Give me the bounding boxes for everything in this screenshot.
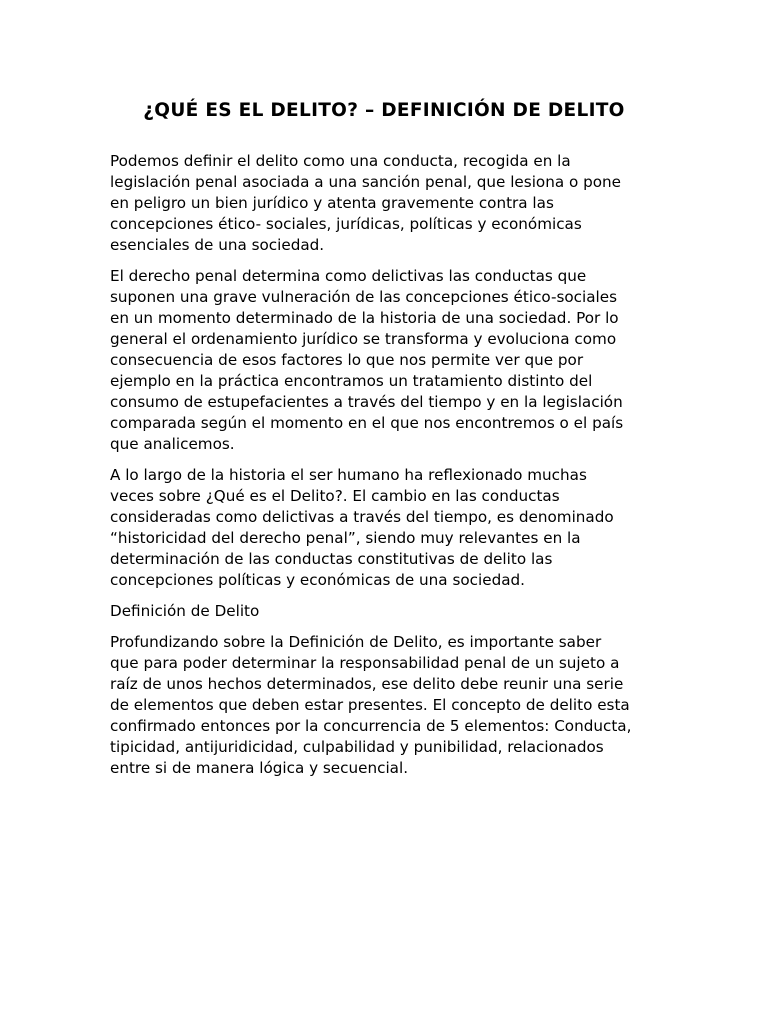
document-body (110, 151, 670, 789)
text-line: confirmado entonces por la concurrencia de 5 elementos: Conducta, (110, 717, 632, 735)
text-line: general el ordenamiento jurídico se transforma y evoluciona como (110, 330, 617, 348)
paragraph-derecho-penal (110, 266, 670, 455)
text-line: determinación de las conductas constitutivas de delito las (110, 550, 553, 568)
text-line: de elementos que deben estar presentes. El concepto de delito esta (110, 696, 630, 714)
text-line: que para poder determinar la responsabilidad penal de un sujeto a (110, 654, 620, 672)
text-line: El derecho penal determina como delictivas las conductas que (110, 267, 587, 285)
text-line: Profundizando sobre la Definición de Delito, es importante saber (110, 633, 602, 651)
text-line: legislación penal asociada a una sanción penal, que lesiona o pone (110, 173, 621, 191)
text-line: concepciones ético- sociales, jurídicas, políticas y económicas (110, 215, 582, 233)
text-line: suponen una grave vulneración de las concepciones ético-sociales (110, 288, 618, 306)
section-heading-definicion (110, 601, 670, 622)
text-line: raíz de unos hechos determinados, ese delito debe reunir una serie (110, 675, 624, 693)
paragraph-definition (110, 151, 670, 256)
text-line: consumo de estupefacientes a través del tiempo y en la legislación (110, 393, 623, 411)
paragraph-historia (110, 465, 670, 591)
text-line: tipicidad, antijuridicidad, culpabilidad y punibilidad, relacionados (110, 738, 604, 756)
text-line: consecuencia de esos factores lo que nos permite ver que por (110, 351, 584, 369)
text-line: Definición de Delito (110, 602, 260, 620)
text-line: Podemos definir el delito como una conducta, recogida en la (110, 152, 571, 170)
text-line: concepciones políticas y económicas de una sociedad. (110, 571, 525, 589)
text-line: comparada según el momento en el que nos encontremos o el país (110, 414, 624, 432)
text-line: “historicidad del derecho penal”, siendo muy relevantes en la (110, 529, 581, 547)
text-line: ejemplo en la práctica encontramos un tratamiento distinto del (110, 372, 593, 390)
text-line: consideradas como delictivas a través del tiempo, es denominado (110, 508, 614, 526)
text-line: A lo largo de la historia el ser humano ha reflexionado muchas (110, 466, 587, 484)
text-line: esenciales de una sociedad. (110, 236, 325, 254)
paragraph-profundizando (110, 632, 670, 779)
text-line: en un momento determinado de la historia de una sociedad. Por lo (110, 309, 619, 327)
text-line: en peligro un bien jurídico y atenta gravemente contra las (110, 194, 554, 212)
text-line: que analicemos. (110, 435, 235, 453)
text-line: veces sobre ¿Qué es el Delito?. El cambio en las conductas (110, 487, 560, 505)
text-line: entre si de manera lógica y secuencial. (110, 759, 409, 777)
document-title: ¿QUÉ ES EL DELITO? – DEFINICIÓN DE DELITO (143, 100, 625, 121)
